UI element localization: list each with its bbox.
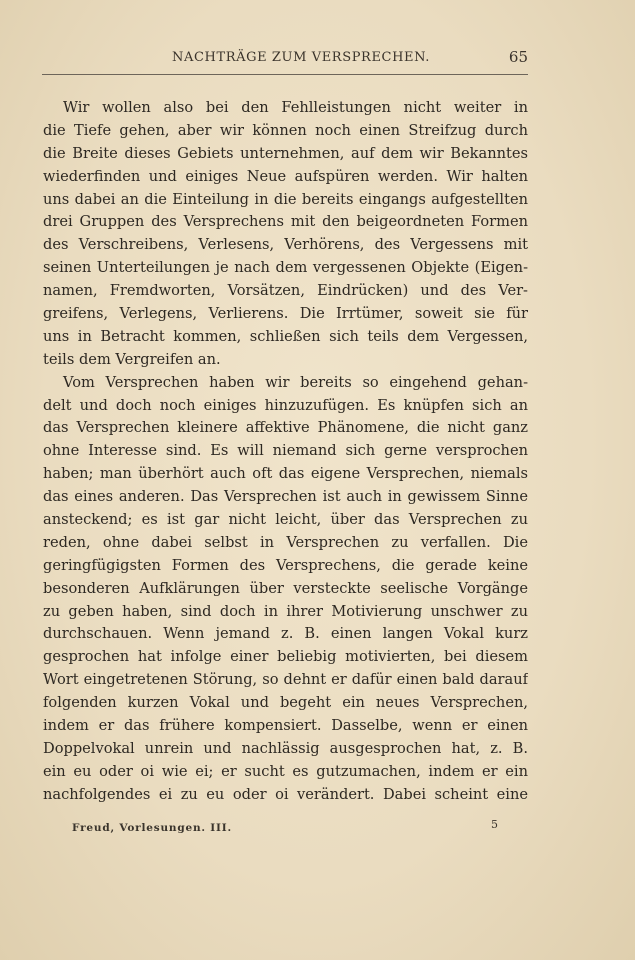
text-line: zu geben haben, sind doch in ihrer Motivierung unschwer zu xyxy=(43,602,528,620)
text-line: wiederfinden und einiges Neue aufspüren werden. Wir halten xyxy=(43,167,528,185)
text-line: seinen Unterteilungen je nach dem vergessenen Objekte (Eigen- xyxy=(43,259,528,277)
text-line: geringfügigsten Formen des Versprechens, die gerade keine xyxy=(43,556,528,574)
text-line: nachfolgendes ei zu eu oder oi verändert. Dabei scheint eine xyxy=(43,785,528,803)
text-line: namen, Fremdworten, Vorsätzen, Eindrücken) und des Ver- xyxy=(43,282,528,300)
text-line: uns in Betracht kommen, schließen sich teils dem Vergessen, xyxy=(43,327,528,345)
text-line: teils dem Vergreifen an. xyxy=(43,350,221,368)
text-line: reden, ohne dabei selbst in Versprechen zu verfallen. Die xyxy=(43,533,528,551)
text-line: uns dabei an die Einteilung in die bereits eingangs aufgestellten xyxy=(43,190,528,208)
signature-mark: Freud, Vorlesungen. III. xyxy=(72,822,232,834)
text-line: ansteckend; es ist gar nicht leicht, über das Versprechen zu xyxy=(43,511,528,529)
text-line: gesprochen hat infolge einer beliebig motivierten, bei diesem xyxy=(43,648,528,666)
text-line: Wir wollen also bei den Fehlleistungen nicht weiter in xyxy=(63,99,528,116)
text-line: drei Gruppen des Versprechens mit den beigeordneten Formen xyxy=(43,213,528,231)
text-line: ohne Interesse sind. Es will niemand sich gerne versprochen xyxy=(43,442,528,460)
text-line: Doppelvokal unrein und nachlässig ausgesprochen hat, z. B. xyxy=(43,739,528,757)
text-line: das Versprechen kleinere affektive Phänomene, die nicht ganz xyxy=(43,419,528,437)
page-number: 65 xyxy=(508,48,528,66)
text-line: indem er das frühere kompensiert. Dasselbe, wenn er einen xyxy=(43,717,528,735)
text-line: das eines anderen. Das Versprechen ist auch in gewissem Sinne xyxy=(43,488,528,506)
text-line: delt und doch noch einiges hinzuzufügen. Es knüpfen sich an xyxy=(43,396,528,414)
running-header xyxy=(42,48,528,72)
sheet-number: 5 xyxy=(491,818,498,831)
body-text xyxy=(43,97,528,807)
running-title: NACHTRÄGE ZUM VERSPRECHEN. xyxy=(172,50,430,65)
text-line: haben; man überhört auch oft das eigene Versprechen, niemals xyxy=(43,465,528,483)
text-line: durchschauen. Wenn jemand z. B. einen langen Vokal kurz xyxy=(43,625,528,643)
text-line: die Breite dieses Gebiets unternehmen, auf dem wir Bekanntes xyxy=(43,144,528,162)
text-line: Vom Versprechen haben wir bereits so eingehend gehan- xyxy=(63,373,528,391)
text-line: greifens, Verlegens, Verlierens. Die Irrtümer, soweit sie für xyxy=(43,305,528,323)
header-rule xyxy=(42,74,528,75)
text-line: des Verschreibens, Verlesens, Verhörens, des Vergessens mit xyxy=(43,236,528,254)
text-line: folgenden kurzen Vokal und begeht ein neues Versprechen, xyxy=(43,694,528,712)
text-line: die Tiefe gehen, aber wir können noch einen Streifzug durch xyxy=(43,121,528,139)
text-line: besonderen Aufklärungen über versteckte seelische Vorgänge xyxy=(43,579,528,597)
text-line: ein eu oder oi wie ei; er sucht es gutzumachen, indem er ein xyxy=(43,762,528,780)
text-line: Wort eingetretenen Störung, so dehnt er dafür einen bald darauf xyxy=(43,671,528,689)
